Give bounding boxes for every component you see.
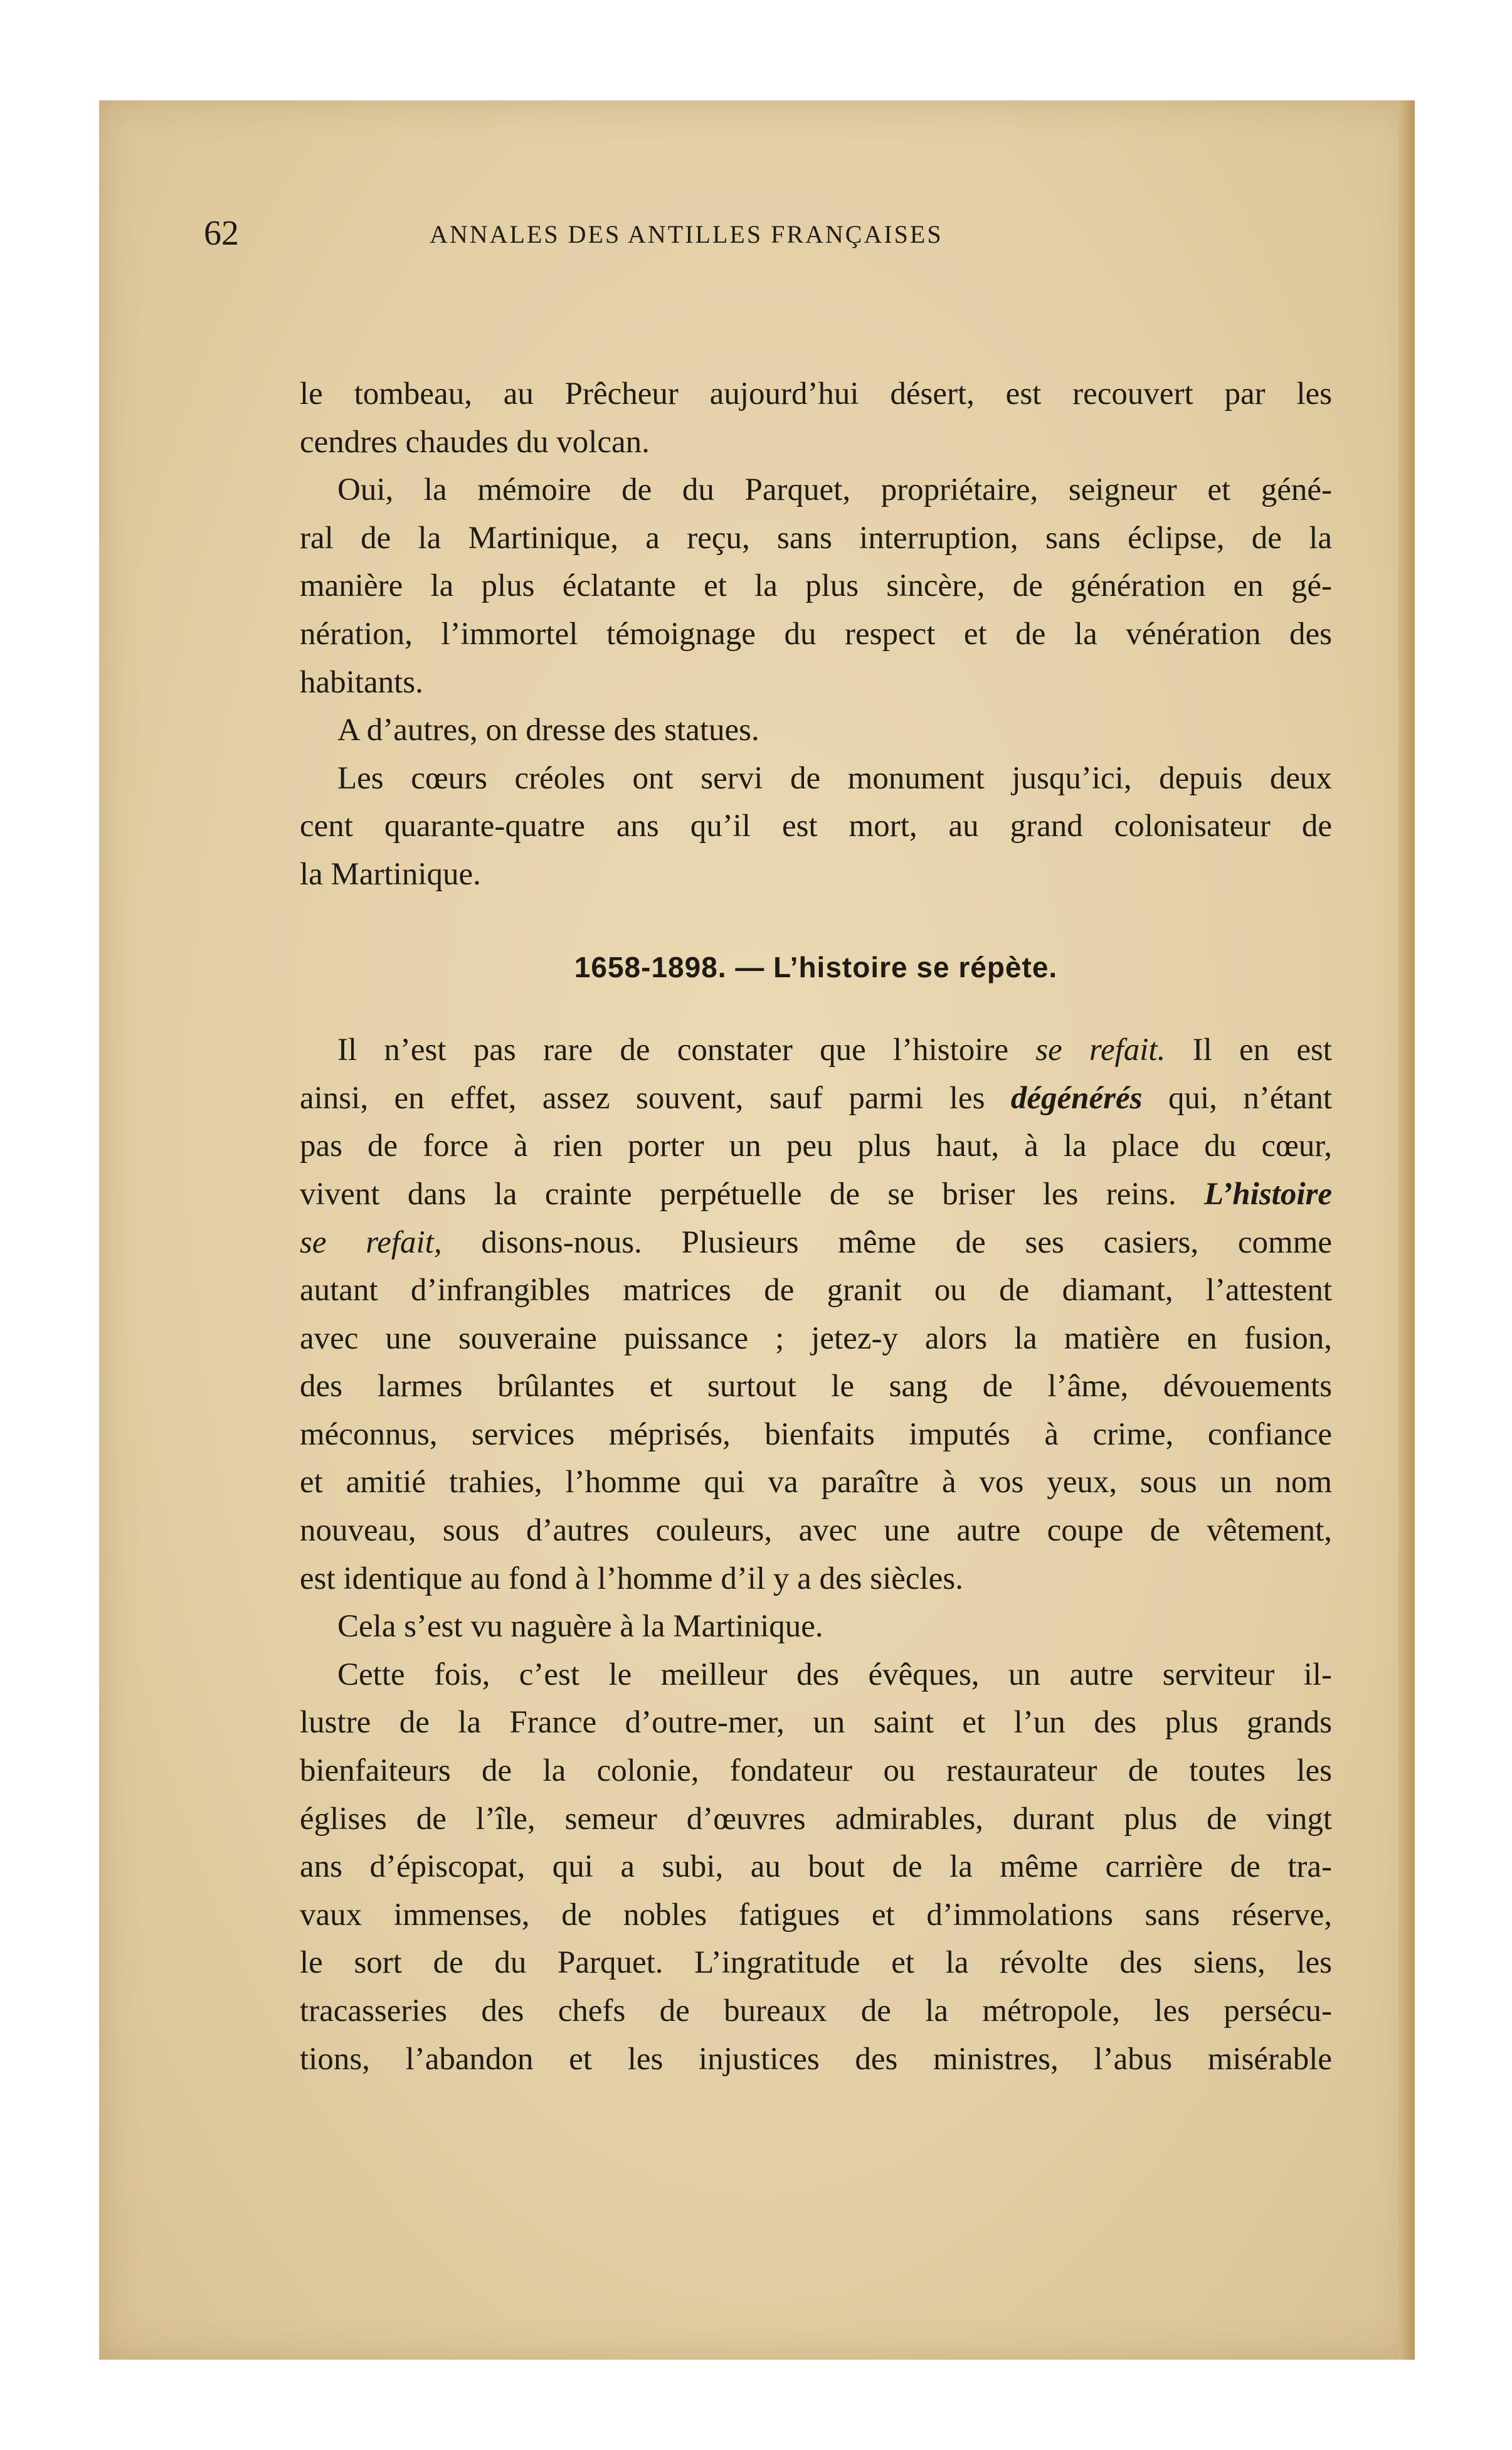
text-line: pas de force à rien porter un peu plus haut, à la place du cœur, bbox=[300, 1128, 1332, 1164]
paragraph bbox=[300, 755, 1332, 899]
italic-run: dégénérés bbox=[1010, 1080, 1143, 1116]
text-line: cendres chaudes du volcan. bbox=[300, 424, 650, 460]
text-line: ans d’épiscopat, qui a subi, au bout de la même carrière de tra- bbox=[300, 1849, 1332, 1885]
text-line: vaux immenses, de nobles fatigues et d’immolations sans réserve, bbox=[300, 1897, 1332, 1933]
text-line bbox=[300, 1170, 1332, 1219]
text-line bbox=[300, 1026, 1332, 1074]
text-line: bienfaiteurs de la colonie, fondateur ou restaurateur de toutes les bbox=[300, 1753, 1332, 1789]
text-line: lustre de la France d’outre-mer, un saint et l’un des plus grands bbox=[300, 1705, 1332, 1741]
text-line bbox=[300, 1219, 1332, 1267]
text-line: tracasseries des chefs de bureaux de la métropole, les persécu- bbox=[300, 1993, 1332, 2028]
page-edge bbox=[1398, 100, 1415, 2360]
paragraph bbox=[300, 1651, 1332, 2083]
italic-run: L’histoire bbox=[1203, 1176, 1332, 1212]
text-line: le sort de du Parquet. L’ingratitude et la révolte des siens, les bbox=[300, 1945, 1332, 1981]
text-line: manière la plus éclatante et la plus sincère, de génération en gé- bbox=[300, 568, 1332, 604]
text-run: Il n’est pas rare de constater que l’histoire bbox=[337, 1032, 1036, 1068]
paragraph bbox=[300, 1026, 1332, 1603]
text-line bbox=[300, 1074, 1332, 1123]
text-run: vivent dans la crainte perpétuelle de se briser les reins. bbox=[300, 1176, 1204, 1212]
text-line: Les cœurs créoles ont servi de monument jusqu’ici, depuis deux bbox=[337, 760, 1332, 796]
text-line: nouveau, sous d’autres couleurs, avec une autre coupe de vêtement, bbox=[300, 1513, 1332, 1549]
text-line: églises de l’île, semeur d’œuvres admirables, durant plus de vingt bbox=[300, 1801, 1332, 1837]
text-line: méconnus, services méprisés, bienfaits imputés à crime, confiance bbox=[300, 1416, 1332, 1452]
text-line: Cette fois, c’est le meilleur des évêques, un autre serviteur il- bbox=[337, 1657, 1332, 1692]
text-line: est identique au fond à l’homme d’il y a des siècles. bbox=[300, 1561, 963, 1596]
text-line: A d’autres, on dresse des statues. bbox=[337, 713, 759, 748]
text-line: des larmes brûlantes et surtout le sang de l’âme, dévouements bbox=[300, 1369, 1332, 1404]
text-line: cent quarante-quatre ans qu’il est mort, au grand colonisateur de bbox=[300, 809, 1332, 844]
text-line: et amitié trahies, l’homme qui va paraître à vos yeux, sous un nom bbox=[300, 1465, 1332, 1500]
italic-run: se refait. bbox=[1035, 1032, 1166, 1068]
text-line: Oui, la mémoire de du Parquet, propriétaire, seigneur et géné- bbox=[337, 472, 1332, 508]
text-line: le tombeau, au Prêcheur aujourd’hui désert, est recouvert par les bbox=[300, 376, 1332, 411]
text-line: ral de la Martinique, a reçu, sans interruption, sans éclipse, de la bbox=[300, 520, 1332, 556]
text-run: disons-nous. Plusieurs même de ses casiers, comme bbox=[441, 1224, 1332, 1260]
text-line: nération, l’immortel témoignage du respect et de la vénération des bbox=[300, 616, 1332, 652]
paragraph bbox=[300, 1603, 1332, 1651]
paragraph bbox=[300, 706, 1332, 755]
running-title: ANNALES DES ANTILLES FRANÇAISES bbox=[430, 220, 943, 248]
section-heading: 1658-1898. — L’histoire se répète. bbox=[574, 950, 1058, 984]
paragraph bbox=[300, 370, 1332, 466]
italic-run: se refait, bbox=[300, 1224, 442, 1260]
page-number: 62 bbox=[204, 214, 239, 253]
text-line: la Martinique. bbox=[300, 856, 481, 892]
text-run: Il en est bbox=[1165, 1032, 1332, 1068]
text-line: autant d’infrangibles matrices de granit ou de diamant, l’attestent bbox=[300, 1273, 1332, 1308]
text-run: ainsi, en effet, assez souvent, sauf parmi les bbox=[300, 1080, 1011, 1116]
text-run: qui, n’étant bbox=[1142, 1080, 1332, 1116]
text-line: avec une souveraine puissance ; jetez-y alors la matière en fusion, bbox=[300, 1320, 1332, 1356]
paragraph bbox=[300, 466, 1332, 706]
page-body bbox=[300, 370, 1332, 2083]
text-line: tions, l’abandon et les injustices des ministres, l’abus misérable bbox=[300, 2041, 1332, 2077]
text-line: habitants. bbox=[300, 664, 423, 700]
text-line: Cela s’est vu naguère à la Martinique. bbox=[337, 1609, 823, 1645]
